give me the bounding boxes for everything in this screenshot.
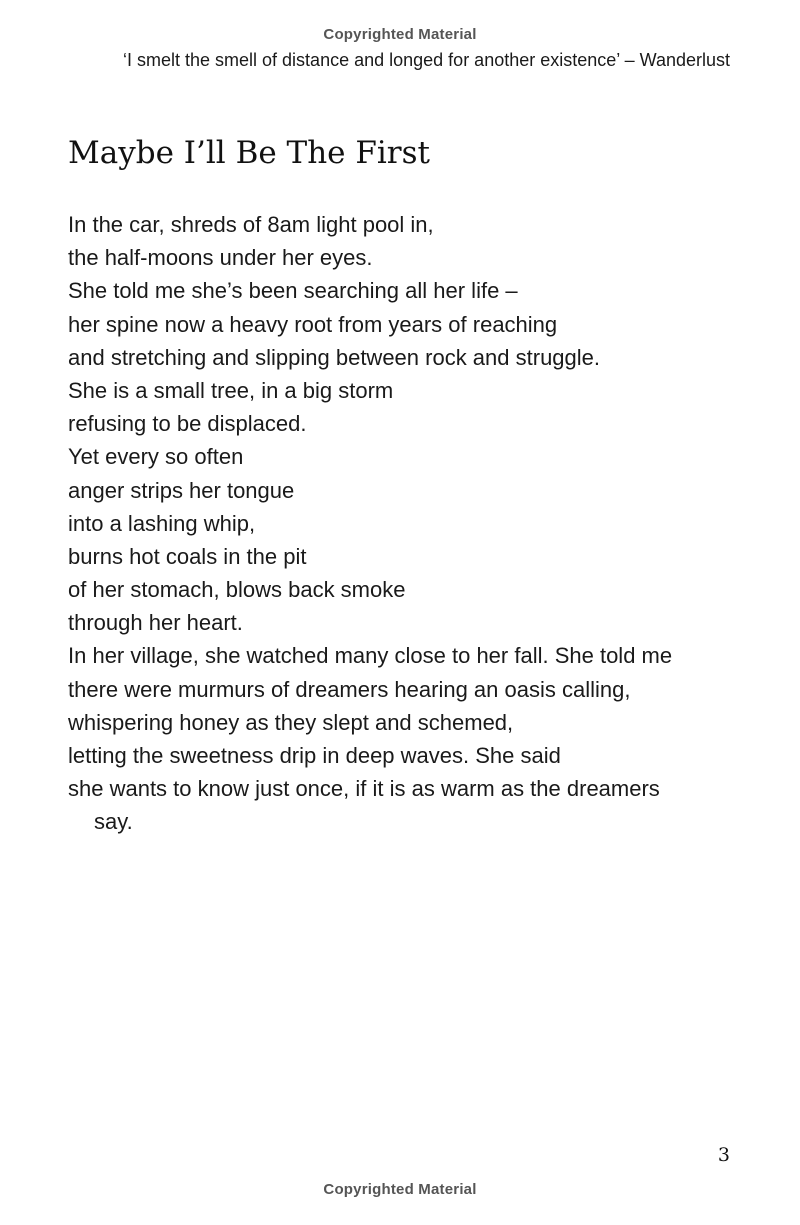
- poem-line-continuation: say.: [94, 809, 133, 835]
- poem-line: into a lashing whip,: [68, 510, 256, 536]
- page-number: 3: [717, 1144, 730, 1166]
- poem-line: through her heart.: [68, 610, 243, 636]
- poem-line: she wants to know just once, if it is as warm as the dreamers: [68, 776, 660, 802]
- poem-line: She told me she’s been searching all her life –: [68, 278, 518, 304]
- poem-line: In her village, she watched many close to her fall. She told me: [68, 643, 673, 669]
- poem-line: In the car, shreds of 8am light pool in,: [68, 212, 434, 237]
- copyright-watermark-top: Copyrighted Material: [323, 26, 477, 43]
- poem-line: of her stomach, blows back smoke: [68, 577, 406, 603]
- poem-line: She is a small tree, in a big storm: [68, 377, 394, 403]
- poem-line: anger strips her tongue: [68, 477, 295, 503]
- poem-line: letting the sweetness drip in deep waves. She said: [68, 743, 561, 768]
- poem-line: whispering honey as they slept and schemed,: [68, 709, 514, 735]
- poem-line: and stretching and slipping between rock and struggle.: [68, 344, 601, 370]
- poem-line: burns hot coals in the pit: [68, 543, 307, 569]
- poem-title: Maybe I’ll Be The First: [68, 135, 430, 171]
- poem-line: the half-moons under her eyes.: [68, 245, 373, 271]
- poem-line: Yet every so often: [68, 444, 244, 470]
- poem-line: her spine now a heavy root from years of reaching: [68, 311, 558, 337]
- running-header: ‘I smelt the smell of distance and longed for another existence’ – Wanderlust: [123, 50, 730, 70]
- copyright-watermark-bottom: Copyrighted Material: [323, 1181, 477, 1198]
- poem-line: refusing to be displaced.: [68, 411, 307, 437]
- poem-line: there were murmurs of dreamers hearing an oasis calling,: [68, 676, 631, 702]
- poem-body: [68, 208, 734, 839]
